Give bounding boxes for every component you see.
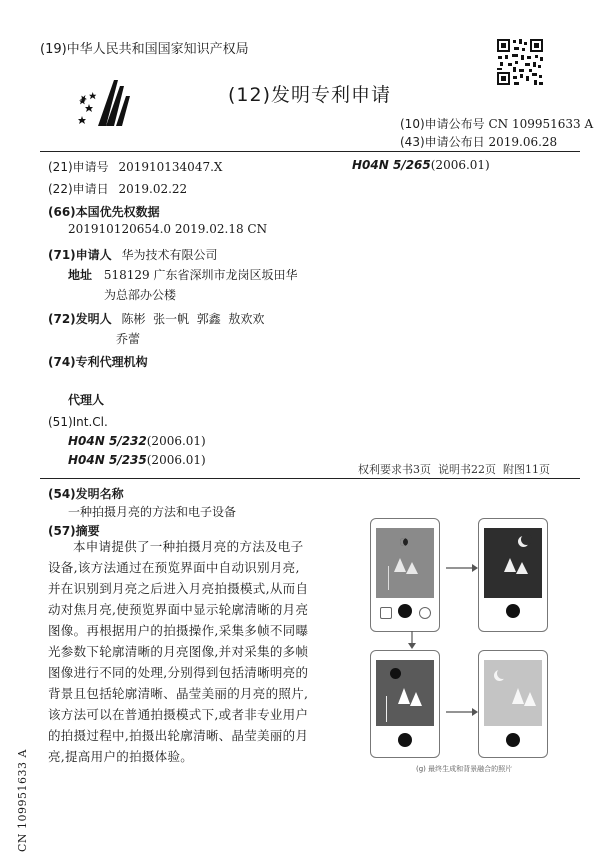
tree-icon: [398, 688, 410, 704]
filing-date-label: (22)申请日: [48, 182, 109, 196]
phone-screen: [376, 528, 434, 598]
header-rule: [40, 151, 580, 152]
main-ipc-code: H04N 5/265: [352, 158, 431, 172]
publication-date-row: [400, 133, 557, 150]
publication-date-label: (43)申请公布日: [400, 135, 485, 149]
inventor-label: (72)发明人: [48, 312, 112, 326]
side-publication-number: CN 109951633 A: [16, 749, 29, 852]
authority-name: (19)中华人民共和国国家知识产权局: [40, 42, 249, 57]
phone-screen: [376, 660, 434, 726]
abstract-line: 背景且包括轮廓清晰、晶莹美丽的月亮的照片,: [48, 686, 309, 701]
shutter-button: [506, 604, 520, 618]
publication-number-row: [400, 115, 593, 132]
switch-camera-icon: [419, 607, 431, 619]
application-number: 201910134047.X: [118, 160, 223, 174]
main-ipc-version: (2006.01): [430, 158, 490, 172]
phone-preview-3: [370, 650, 440, 758]
document-type: (12)发明专利申请: [228, 84, 392, 106]
phone-preview-1: [370, 518, 440, 632]
inventors-line-1: 陈彬 张一帆 郭鑫 敖欢欢: [121, 312, 265, 326]
tree-icon: [394, 558, 406, 572]
figure-caption: (g) 最终生成和背景融合的照片: [416, 765, 513, 773]
arrow-right-icon: [444, 562, 478, 574]
tree-icon: [516, 562, 528, 574]
section-rule: [40, 478, 580, 479]
abstract-line: 动对焦月亮,使预览界面中显示轮廓清晰的月亮: [48, 602, 309, 617]
priority-label: (66)本国优先权数据: [48, 205, 160, 219]
page-counts: 权利要求书3页 说明书22页 附图11页: [358, 463, 550, 476]
ipc-row-3: [68, 453, 206, 467]
abstract-line: 本申请提供了一种拍摄月亮的方法及电子: [73, 539, 304, 554]
tree-icon: [504, 558, 516, 572]
tree-icon: [410, 692, 422, 706]
ipc-code-2: H04N 5/232: [68, 434, 147, 448]
abstract-line: 的拍摄过程中,拍摄出轮廓清晰、晶莹美丽的月: [48, 728, 309, 743]
publication-number-label: (10)申请公布号: [400, 117, 485, 131]
phone-screen: [484, 660, 542, 726]
main-ipc-row: [352, 158, 490, 172]
inventors-line-2: 乔蕾: [116, 332, 141, 346]
abstract-label: (57)摘要: [48, 524, 100, 538]
shutter-button: [398, 604, 412, 618]
tree-icon: [406, 562, 418, 574]
abstract-line: 光参数下轮廓清晰的月亮图像,并对采集的多帧: [48, 644, 309, 659]
moon-icon: [400, 538, 408, 546]
invention-title: 一种拍摄月亮的方法和电子设备: [68, 505, 237, 519]
ipc-version-2: (2006.01): [146, 434, 206, 448]
application-number-label: (21)申请号: [48, 160, 109, 174]
address-label: 地址: [68, 268, 93, 282]
agency-label: (74)专利代理机构: [48, 355, 148, 369]
applicant-name: 华为技术有限公司: [121, 248, 218, 262]
abstract-figure: [360, 518, 570, 780]
publication-number: CN 109951633 A: [488, 117, 594, 131]
publication-date: 2019.06.28: [488, 135, 558, 149]
phone-result: [478, 650, 548, 758]
ipc-code-3: H04N 5/235: [68, 453, 147, 467]
moon-icon: [390, 668, 401, 679]
gallery-icon: [380, 607, 392, 619]
application-number-row: [48, 158, 222, 175]
priority-value: 201910120654.0 2019.02.18 CN: [68, 222, 268, 236]
phone-screen: [484, 528, 542, 598]
abstract-line: 设备,该方法通过在预览界面中自动识别月亮,: [48, 560, 300, 575]
phone-preview-2: [478, 518, 548, 632]
address-line-2: 为总部办公楼: [104, 288, 177, 302]
tree-icon: [524, 692, 536, 706]
abstract-line: 图像进行不同的处理,分别得到包括清晰明亮的: [48, 665, 309, 680]
tree-icon: [512, 688, 524, 704]
cnipa-logo-icon: [76, 78, 132, 128]
abstract-line: 该方法可以在普通拍摄模式下,或者非专业用户: [48, 707, 309, 722]
abstract-line: 图像。再根据用户的拍摄操作,采集多帧不同曝: [48, 623, 309, 638]
abstract-line: 亮,提高用户的拍摄体验。: [48, 749, 194, 764]
filing-date: 2019.02.22: [118, 182, 188, 196]
shutter-button: [398, 733, 412, 747]
ipc-row-2: [68, 434, 206, 448]
ipc-version-3: (2006.01): [146, 453, 206, 467]
abstract-text: [48, 536, 313, 767]
arrow-right-icon: [444, 706, 478, 718]
address-line-1: 518129 广东省深圳市龙岗区坂田华: [103, 268, 298, 282]
int-cl-label: (51)Int.Cl.: [48, 415, 108, 429]
lamp-post: [386, 696, 387, 722]
lamp-post: [388, 566, 389, 590]
applicant-label: (71)申请人: [48, 248, 112, 262]
qr-code-icon: [496, 38, 544, 86]
agent-label: 代理人: [68, 393, 105, 407]
shutter-button: [506, 733, 520, 747]
inventor-row: [48, 310, 264, 327]
arrow-down-icon: [406, 631, 418, 649]
filing-date-row: [48, 180, 187, 197]
address-row: [68, 266, 297, 283]
invention-title-label: (54)发明名称: [48, 487, 124, 501]
abstract-line: 并在识别到月亮之后进入月亮拍摄模式,从而自: [48, 581, 309, 596]
applicant-row: [48, 246, 218, 263]
